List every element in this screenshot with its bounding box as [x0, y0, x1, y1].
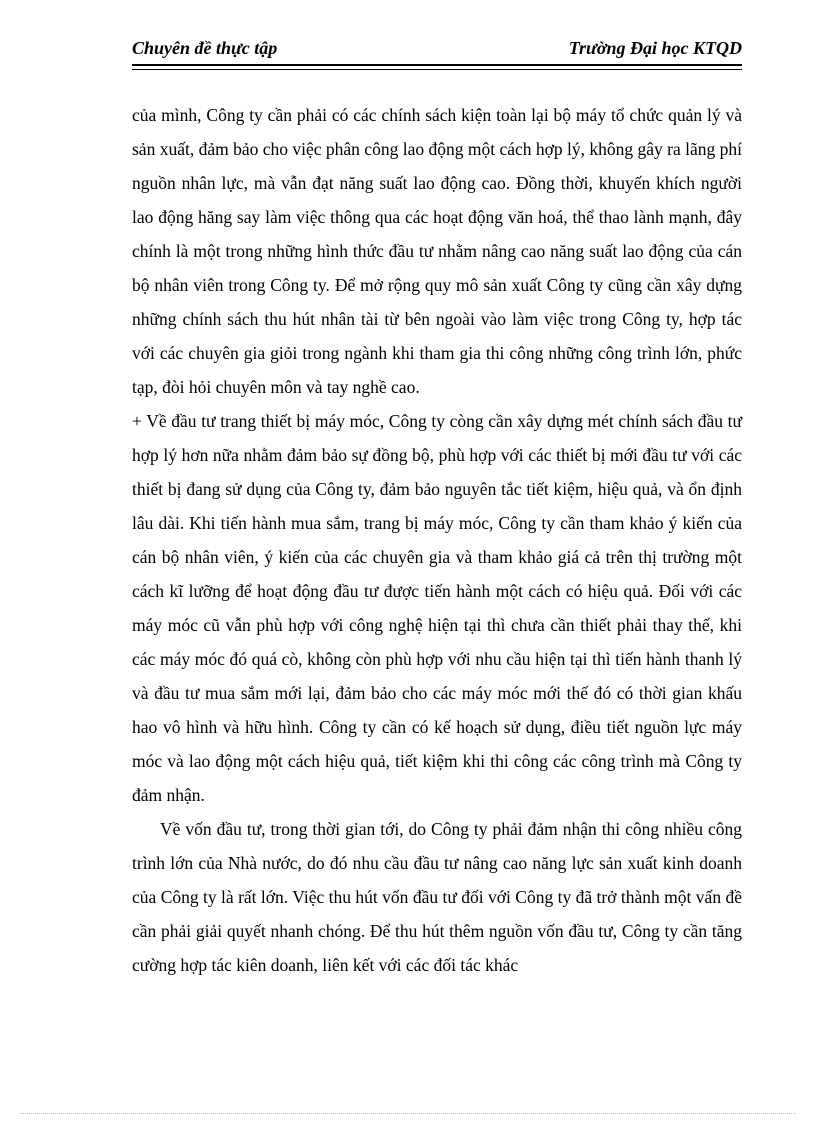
document-body: [132, 98, 742, 982]
page-header: [132, 36, 742, 66]
paragraph-capital: Về vốn đầu tư, trong thời gian tới, do Công ty phải đảm nhận thi công nhiều công trình lớn của Nhà nước, do đó nhu cầu đầu tư nâng cao năng lực sản xuất kinh doanh của Công ty là rất lớn. Việc thu hút vốn đầu tư đối với Công ty đã trở thành một vấn đề cần phải giải quyết nhanh chóng. Để thu hút thêm nguồn vốn đầu tư, Công ty cần tăng cường hợp tác kiên doanh, liên kết với các đối tác khác: [132, 819, 742, 975]
header-title-right: Trường Đại học KTQD: [568, 38, 742, 58]
paragraph-staffing: của mình, Công ty cần phải có các chính sách kiện toàn lại bộ máy tổ chức quản lý và sản xuất, đảm bảo cho việc phân công lao động một cách hợp lý, không gây ra lãng phí nguồn nhân lực, mà vẫn đạt năng suất lao động cao. Đồng thời, khuyến khích người lao động hăng say làm việc thông qua các hoạt động văn hoá, thể thao lành mạnh, đây chính là một trong những hình thức đầu tư nhằm nâng cao năng suất lao động của cán bộ nhân viên trong Công ty. Để mở rộng quy mô sản xuất Công ty cũng cần xây dựng những chính sách thu hút nhân tài từ bên ngoài vào làm việc trong Công ty, hợp tác với các chuyên gia giỏi trong ngành khi tham gia thi công những công trình lớn, phức tạp, đòi hỏi chuyên môn và tay nghề cao.: [132, 105, 742, 397]
header-divider: [132, 69, 742, 70]
header-title-left: Chuyên đề thực tập: [132, 38, 278, 58]
page-bottom-border: [20, 1113, 796, 1114]
paragraph-equipment: + Về đầu tư trang thiết bị máy móc, Công ty còng cần xây dựng mét chính sách đầu tư hợp lý hơn nữa nhằm đảm bảo sự đồng bộ, phù hợp với các thiết bị mới đầu tư với các thiết bị đang sử dụng của Công ty, đảm bảo nguyên tắc tiết kiệm, hiệu quả, và ổn định lâu dài. Khi tiến hành mua sắm, trang bị máy móc, Công ty cần tham khảo ý kiến của cán bộ nhân viên, ý kiến của các chuyên gia và tham khảo giá cả trên thị trường một cách kĩ lưỡng để hoạt động đầu tư được tiến hành một cách có hiệu quả. Đối với các máy móc cũ vẫn phù hợp với công nghệ hiện tại thì chưa cần thiết phải thay thế, khi các máy móc đó quá cò, không còn phù hợp với nhu cầu hiện tại thì tiến hành thanh lý và đầu tư mua sắm mới lại, đảm bảo cho các máy móc mới thế đó có thời gian khấu hao vô hình và hữu hình. Công ty cần có kế hoạch sử dụng, điều tiết nguồn lực máy móc và lao động một cách hiệu quả, tiết kiệm khi thi công các công trình mà Công ty đảm nhận.: [132, 411, 742, 805]
